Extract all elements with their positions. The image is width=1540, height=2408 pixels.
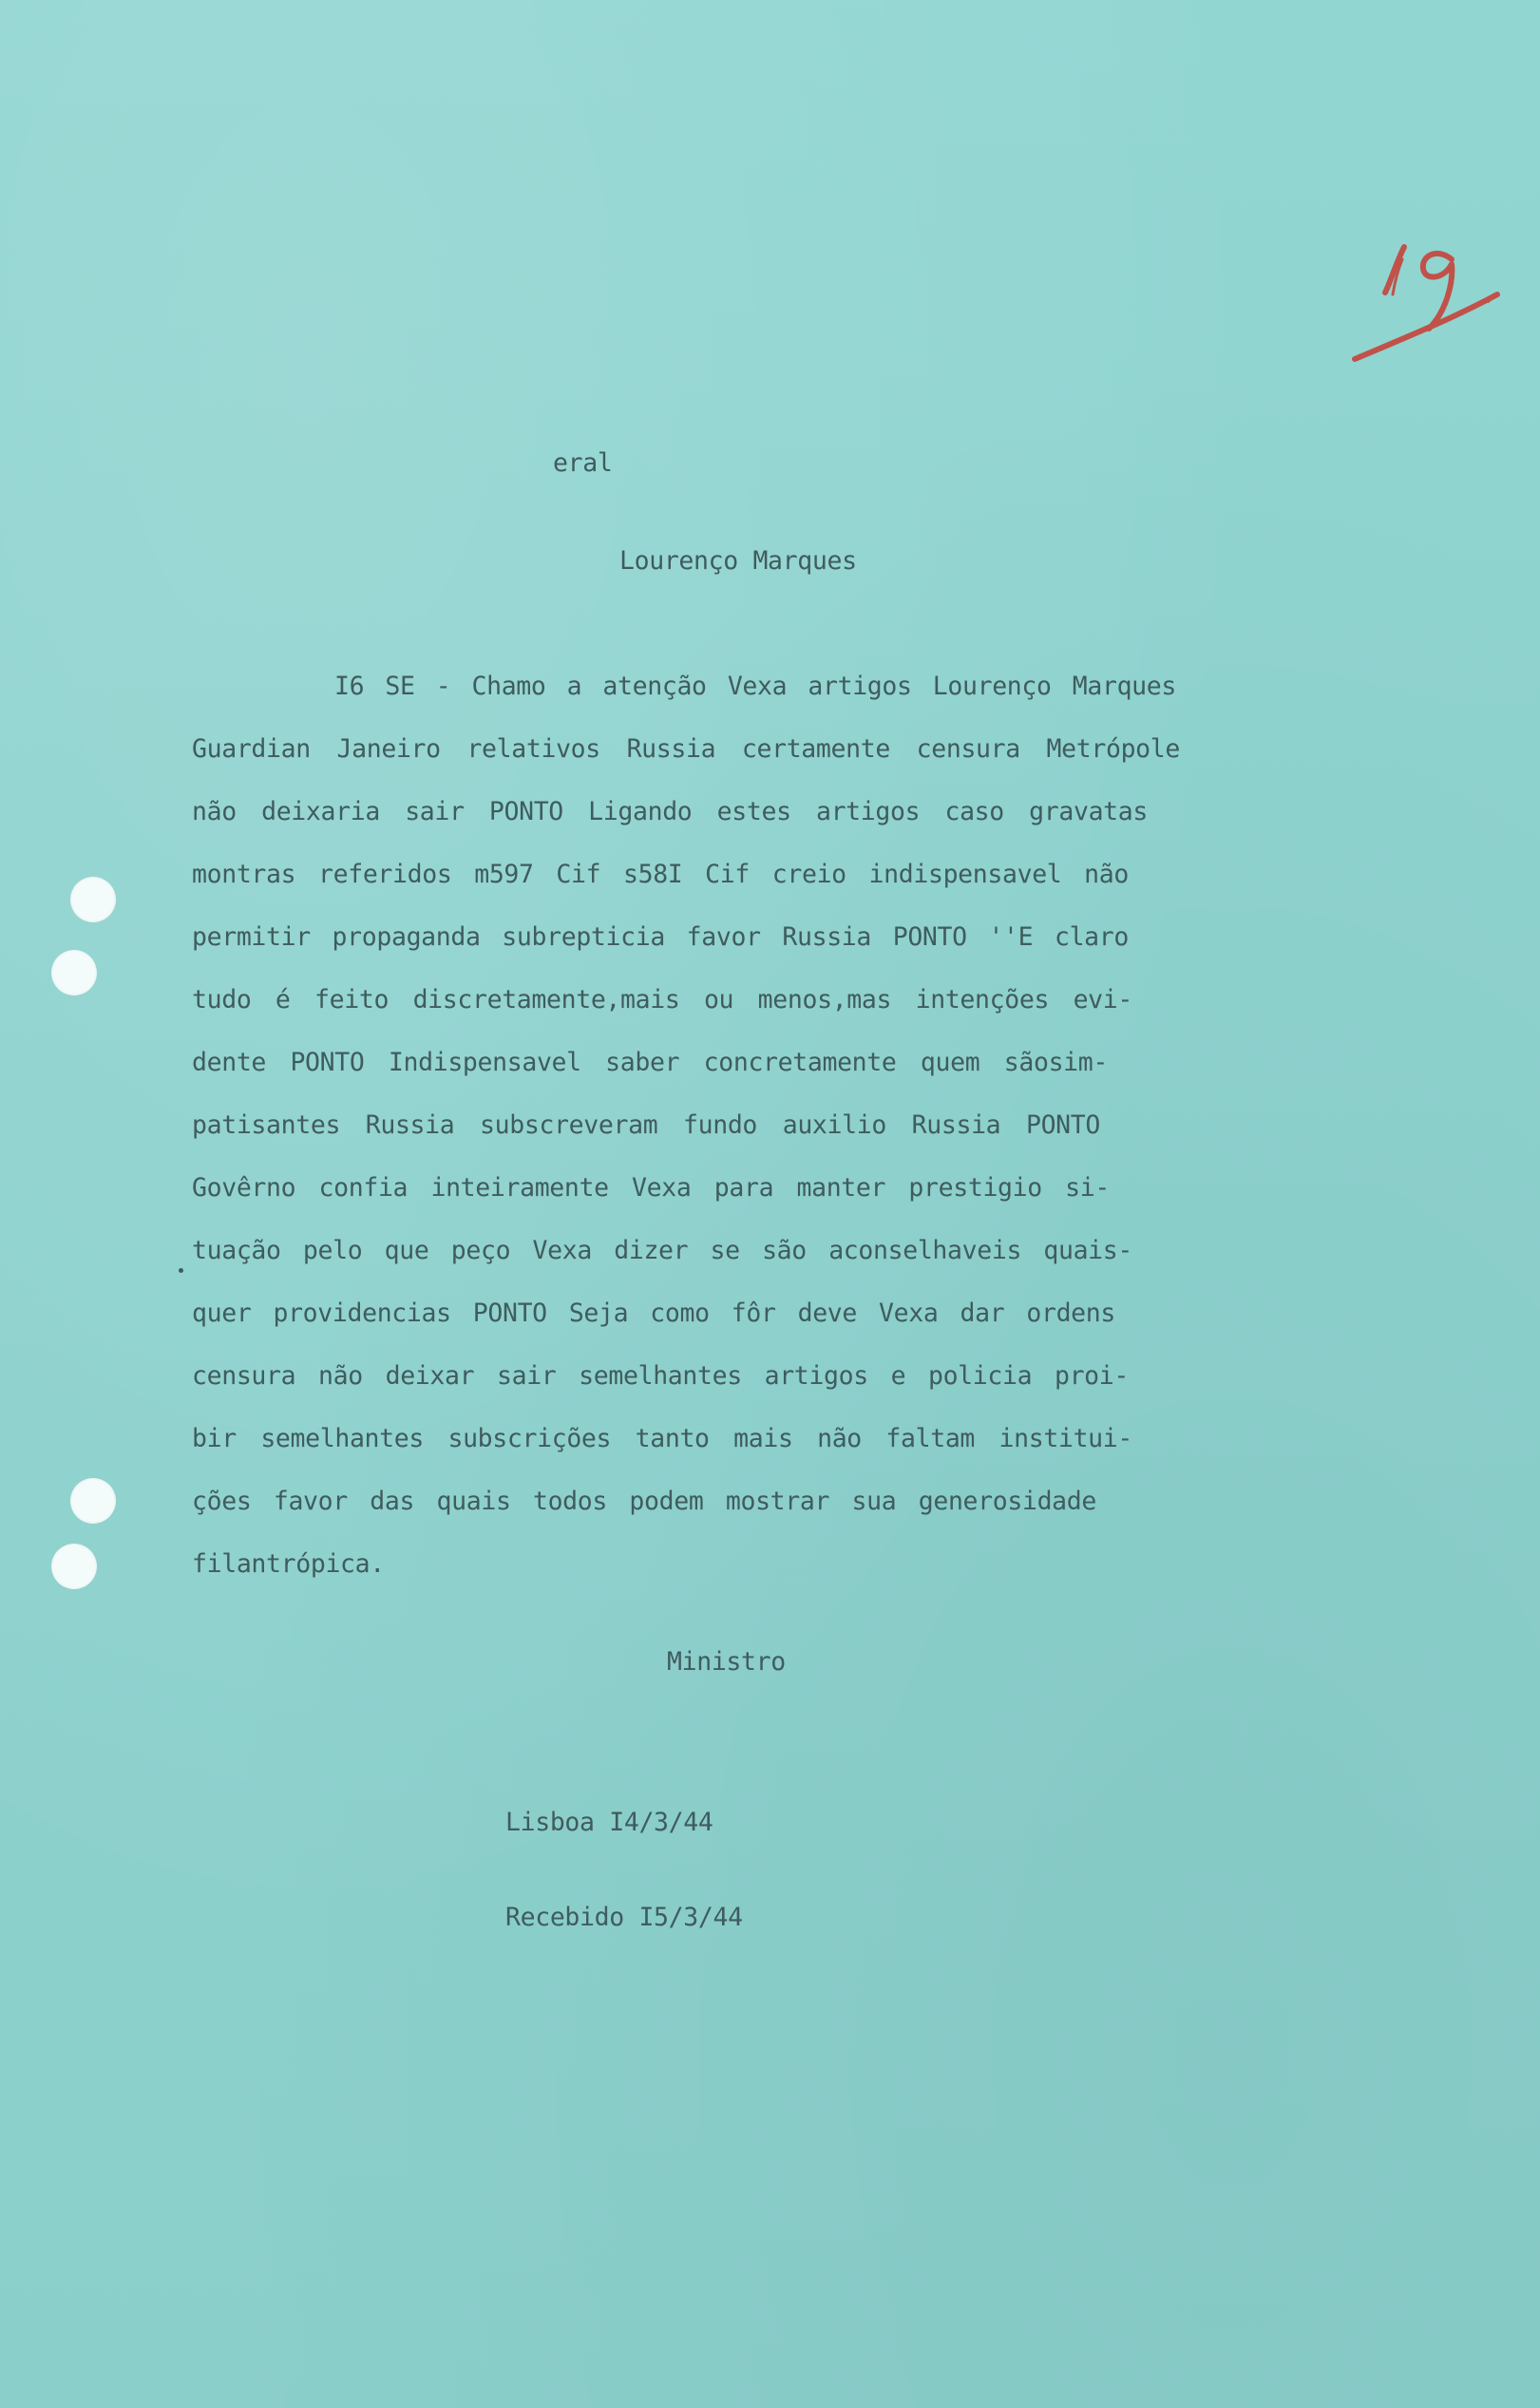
header-destination: Lourenço Marques [619,546,857,576]
body-line: quer providencias PONTO Seja como fôr deve Vexa dar ordens [192,1299,1115,1328]
stray-mark [179,1268,183,1273]
body-line: não deixaria sair PONTO Ligando estes artigos caso gravatas [192,797,1148,826]
received-date-line: Recebido I5/3/44 [505,1903,743,1932]
sent-date-line: Lisboa I4/3/44 [505,1808,713,1837]
body-line: filantrópica. [192,1549,385,1579]
folio-number-handwritten [1347,217,1509,378]
header-category: eral [553,448,613,478]
punch-hole [51,1544,97,1589]
punch-hole [70,877,116,922]
body-line: montras referidos m597 Cif s58I Cif creio indispensavel não [192,860,1129,889]
punch-hole [51,950,97,995]
body-line: dente PONTO Indispensavel saber concretamente quem sãosim- [192,1048,1108,1077]
body-line: permitir propaganda subrepticia favor Russia PONTO ''E claro [192,922,1129,952]
body-line: censura não deixar sair semelhantes artigos e policia proi- [192,1361,1129,1391]
body-line: I6 SE - Chamo a atenção Vexa artigos Lourenço Marques [334,672,1176,701]
punch-hole [70,1478,116,1524]
body-line: Guardian Janeiro relativos Russia certamente censura Metrópole [192,734,1180,764]
signature: Ministro [667,1647,786,1677]
body-line: bir semelhantes subscrições tanto mais não faltam institui- [192,1424,1132,1453]
body-line: tuação pelo que peço Vexa dizer se são aconselhaveis quais- [192,1236,1132,1265]
body-line: tudo é feito discretamente,mais ou menos,mas intenções evi- [192,985,1132,1014]
body-line: patisantes Russia subscreveram fundo auxilio Russia PONTO [192,1110,1100,1140]
body-line: Govêrno confia inteiramente Vexa para manter prestigio si- [192,1173,1110,1203]
body-line: ções favor das quais todos podem mostrar sua generosidade [192,1487,1096,1516]
